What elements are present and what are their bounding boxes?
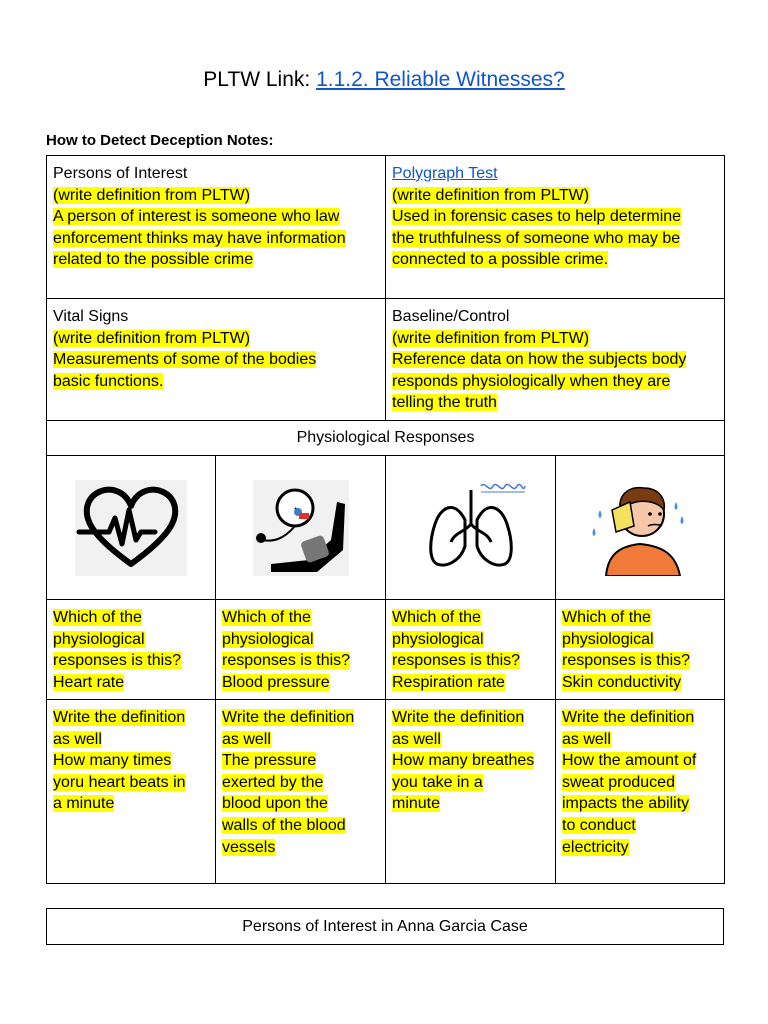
pltw-link[interactable]: 1.1.2. Reliable Witnesses? xyxy=(316,68,565,91)
definition-line: exerted by the xyxy=(222,773,324,791)
definition-prompt: (write definition from PLTW) xyxy=(392,329,590,347)
question-line: responses is this? xyxy=(392,652,521,670)
answer-text: Respiration rate xyxy=(392,673,505,691)
polygraph-cell xyxy=(386,156,725,299)
answer-text: Heart rate xyxy=(53,673,125,691)
question-cell xyxy=(47,600,216,700)
case-table xyxy=(46,908,724,945)
image-cell xyxy=(47,456,216,600)
definition-line: Measurements of some of the bodies xyxy=(53,351,317,369)
question-line: Which of the xyxy=(392,609,481,626)
definition-line: telling the truth xyxy=(392,394,497,412)
definition-line: a minute xyxy=(53,795,115,813)
question-cell xyxy=(386,600,556,700)
answer-text: Blood pressure xyxy=(222,673,330,691)
definition-cell xyxy=(216,700,386,884)
physiological-responses-header xyxy=(47,421,725,456)
answer-text: Skin conductivity xyxy=(562,673,682,691)
image-cell xyxy=(216,456,386,600)
page-title xyxy=(0,66,768,94)
definition-line: walls of the blood xyxy=(222,816,346,834)
definition-prompt: (write definition from PLTW) xyxy=(392,186,590,204)
section-heading: How to Detect Deception Notes: xyxy=(46,132,274,149)
notes-table xyxy=(46,155,725,884)
vital-signs-title: Vital Signs xyxy=(53,308,129,325)
question-line: physiological xyxy=(222,630,314,648)
image-cell xyxy=(386,456,556,600)
image-cell xyxy=(556,456,725,600)
definition-line: yoru heart beats in xyxy=(53,773,186,791)
definition-line: How the amount of xyxy=(562,752,697,770)
question-line: responses is this? xyxy=(222,652,351,670)
definition-prompt: (write definition from PLTW) xyxy=(53,329,251,347)
definition-line: responds physiologically when they are xyxy=(392,372,671,390)
definition-line: Reference data on how the subjects body xyxy=(392,351,687,369)
physiological-responses-title: Physiological Responses xyxy=(296,429,475,446)
question-line: responses is this? xyxy=(562,652,691,670)
definition-line: sweat produced xyxy=(562,773,675,791)
question-cell xyxy=(556,600,725,700)
question-line: physiological xyxy=(53,630,145,648)
definition-line: to conduct xyxy=(562,816,636,834)
question-line: Which of the xyxy=(222,609,311,626)
blood-pressure-icon xyxy=(253,480,349,576)
definition-prompt: as well xyxy=(562,730,611,748)
definition-line: enforcement thinks may have information xyxy=(53,229,346,247)
persons-of-interest-cell xyxy=(47,156,386,299)
definition-prompt: as well xyxy=(53,730,102,748)
definition-line: connected to a possible crime. xyxy=(392,251,609,269)
question-line: physiological xyxy=(562,630,654,648)
definition-line: the truthfulness of someone who may be xyxy=(392,229,681,247)
case-table-title: Persons of Interest in Anna Garcia Case xyxy=(242,917,528,935)
polygraph-test-link[interactable]: Polygraph Test xyxy=(392,165,498,182)
definition-prompt: Write the definition xyxy=(53,709,186,726)
question-line: Which of the xyxy=(562,609,651,626)
definition-line: Used in forensic cases to help determine xyxy=(392,208,682,226)
definition-prompt: as well xyxy=(392,730,441,748)
definition-line: electricity xyxy=(562,838,629,856)
definition-line: basic functions. xyxy=(53,372,164,390)
definition-line: you take in a xyxy=(392,773,483,791)
definition-line: A person of interest is someone who law xyxy=(53,208,340,226)
definition-line: vessels xyxy=(222,838,276,856)
case-table-header xyxy=(47,909,724,945)
sweating-person-icon xyxy=(572,480,708,576)
heart-rate-icon xyxy=(75,480,187,576)
lungs-icon xyxy=(415,480,527,576)
definition-cell xyxy=(47,700,216,884)
definition-prompt: Write the definition xyxy=(222,709,355,726)
baseline-title: Baseline/Control xyxy=(392,308,510,325)
definition-prompt: Write the definition xyxy=(562,709,695,726)
definition-line: How many breathes xyxy=(392,752,535,770)
question-line: physiological xyxy=(392,630,484,648)
question-line: responses is this? xyxy=(53,652,182,670)
definition-cell xyxy=(386,700,556,884)
definition-line: minute xyxy=(392,795,441,813)
persons-of-interest-title: Persons of Interest xyxy=(53,165,188,182)
definition-prompt: as well xyxy=(222,730,271,748)
definition-line: The pressure xyxy=(222,752,317,770)
definition-cell xyxy=(556,700,725,884)
question-line: Which of the xyxy=(53,609,142,626)
definition-prompt: Write the definition xyxy=(392,709,525,726)
definition-line: impacts the ability xyxy=(562,795,690,813)
definition-line: related to the possible crime xyxy=(53,251,254,269)
baseline-cell xyxy=(386,299,725,421)
title-prefix: PLTW Link: xyxy=(203,68,317,91)
definition-line: How many times xyxy=(53,752,172,770)
vital-signs-cell xyxy=(47,299,386,421)
definition-line: blood upon the xyxy=(222,795,328,813)
definition-prompt: (write definition from PLTW) xyxy=(53,186,251,204)
question-cell xyxy=(216,600,386,700)
